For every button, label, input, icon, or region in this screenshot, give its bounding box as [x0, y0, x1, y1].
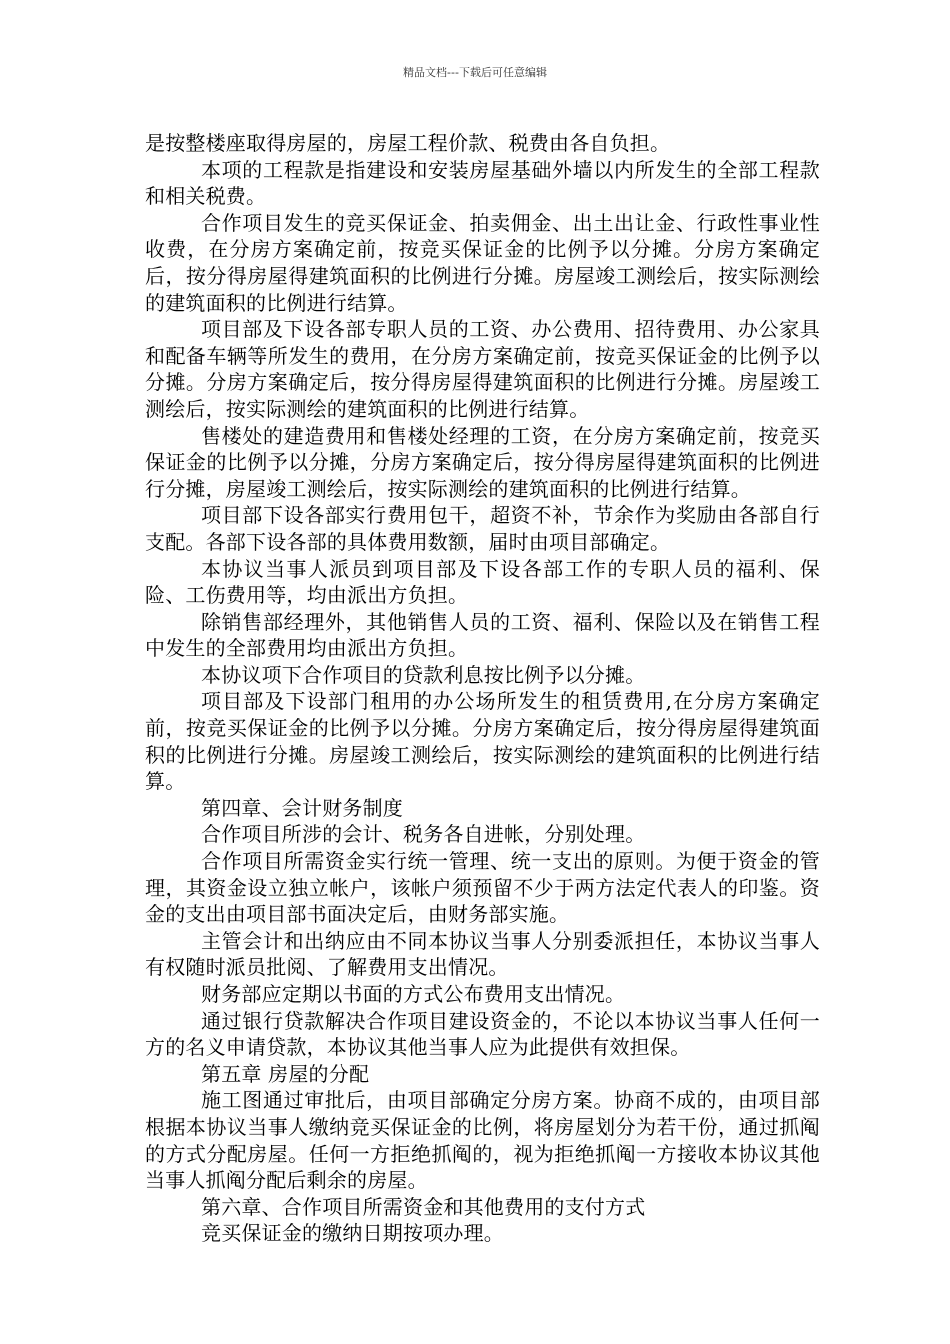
paragraph: 本协议项下合作项目的贷款利息按比例予以分摊。 [201, 662, 646, 687]
paragraph: 合作项目所涉的会计、税务各自进帐，分别处理。 [201, 822, 646, 847]
paragraph: 通过银行贷款解决合作项目建设资金的，不论以本协议当事人任何一方的名义申请贷款，本协议其他当事人应为此提供有效担保。 [145, 1008, 820, 1060]
paragraph: 项目部及下设各部专职人员的工资、办公费用、招待费用、办公家具和配备车辆等所发生的费用，在分房方案确定前，按竞买保证金的比例予以分摊。分房方案确定后，按分得房屋得建筑面积的比例进行分摊。房屋竣工测绘后，按实际测绘的建筑面积的比例进行结算。 [145, 317, 820, 421]
paragraph: 本协议当事人派员到项目部及下设各部工作的专职人员的福利、保险、工伤费用等，均由派出方负担。 [145, 556, 820, 608]
paragraph: 是按整楼座取得房屋的，房屋工程价款、税费由各自负担。 [145, 131, 671, 155]
paragraph: 除销售部经理外，其他销售人员的工资、福利、保险以及在销售工程中发生的全部费用均由派出方负担。 [145, 609, 820, 661]
paragraph: 项目部下设各部实行费用包干，超资不补，节余作为奖励由各部自行支配。各部下设各部的具体费用数额，届时由项目部确定。 [145, 503, 820, 554]
chapter-heading: 第六章、合作项目所需资金和其他费用的支付方式 [201, 1194, 646, 1219]
paragraph: 竞买保证金的缴纳日期按项办理。 [201, 1221, 504, 1246]
page-header: 精品文档---下载后可任意编辑 [403, 66, 547, 79]
paragraph: 项目部及下设部门租用的办公场所发生的租赁费用,在分房方案确定前，按竞买保证金的比例予以分摊。分房方案确定后，按分得房屋得建筑面积的比例进行分摊。房屋竣工测绘后，按实际测绘的建筑面积的比例进行结算。 [145, 689, 820, 794]
paragraph: 本项的工程款是指建设和安装房屋基础外墙以内所发生的全部工程款和相关税费。 [145, 157, 820, 209]
paragraph: 主管会计和出纳应由不同本协议当事人分别委派担任，本协议当事人有权随时派员批阅、了解费用支出情况。 [145, 928, 820, 980]
paragraph: 合作项目发生的竞买保证金、拍卖佣金、出土出让金、行政性事业性收费，在分房方案确定前，按竞买保证金的比例予以分摊。分房方案确定后，按分得房屋得建筑面积的比例进行分摊。房屋竣工测绘后，按实际测绘的建筑面积的比例进行结算。 [145, 210, 820, 315]
chapter-heading: 第四章、会计财务制度 [201, 795, 403, 820]
chapter-heading: 第五章 房屋的分配 [201, 1061, 370, 1086]
paragraph: 合作项目所需资金实行统一管理、统一支出的原则。为便于资金的管理，其资金设立独立帐户，该帐户须预留不少于两方法定代表人的印鉴。资金的支出由项目部书面决定后，由财务部实施。 [145, 849, 820, 927]
document-body [145, 130, 820, 1247]
paragraph: 施工图通过审批后，由项目部确定分房方案。协商不成的，由项目部根据本协议当事人缴纳竞买保证金的比例，将房屋划分为若干份，通过抓阄的方式分配房屋。任何一方拒绝抓阄的，视为拒绝抓阄一方接收本协议其他当事人抓阄分配后剩余的房屋。 [145, 1088, 820, 1193]
paragraph: 售楼处的建造费用和售楼处经理的工资，在分房方案确定前，按竞买保证金的比例予以分摊，分房方案确定后，按分得房屋得建筑面积的比例进行分摊，房屋竣工测绘后，按实际测绘的建筑面积的比例进行结算。 [145, 423, 820, 501]
paragraph: 财务部应定期以书面的方式公布费用支出情况。 [201, 982, 626, 1006]
